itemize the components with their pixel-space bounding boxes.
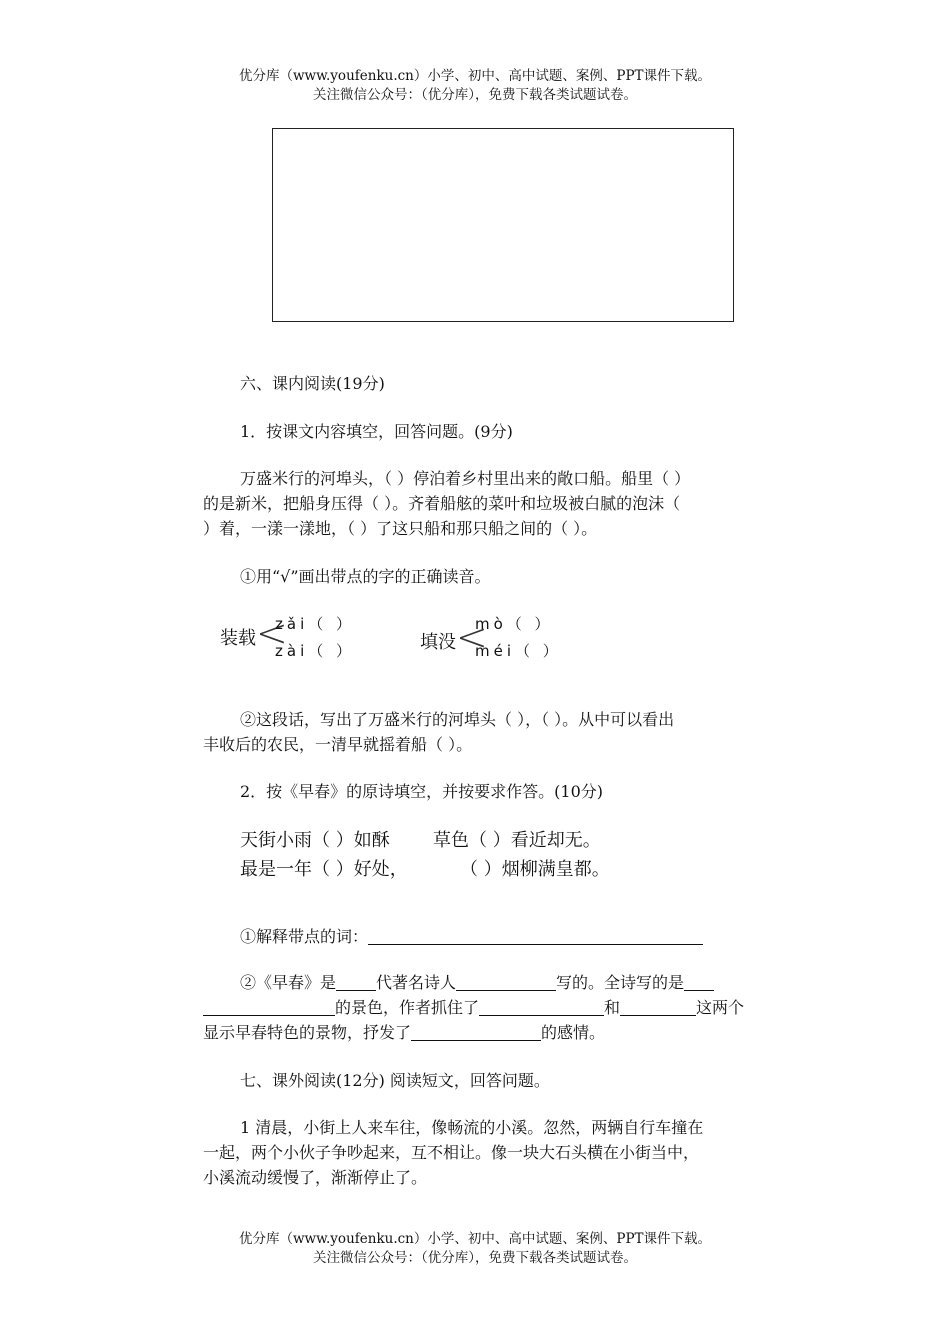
brace-2: < bbox=[456, 615, 488, 659]
q1-passage-line-1: 万盛米行的河埠头，（ ）停泊着乡村里出来的敞口船。船里（ ） bbox=[240, 469, 691, 488]
q1-sub2-line-2: 丰收后的农民，一清早就摇着船（ ）。 bbox=[203, 735, 473, 754]
poem-line-2b: （ ）烟柳满皇都。 bbox=[460, 859, 610, 880]
blank-dynasty[interactable] bbox=[336, 972, 376, 991]
q2-title: 2．按《早春》的原诗填空，并按要求作答。(10分) bbox=[240, 782, 604, 801]
q2-sub2-line-2: 的景色，作者抓住了 和 这两个 bbox=[203, 995, 803, 1020]
footer-line-1: 优分库（www.youfenku.cn）小学、初中、高中试题、案例、PPT课件下载。 bbox=[238, 1231, 712, 1247]
section7-passage-line-1: 1 清晨，小街上人来车往，像畅流的小溪。忽然，两辆自行车撞在 bbox=[240, 1118, 704, 1137]
brace-1: < bbox=[256, 611, 288, 655]
pinyin-word-2-option-2[interactable]: méi（ ） bbox=[475, 642, 562, 660]
pinyin-word-2: 填没 bbox=[420, 632, 456, 653]
q2-sub2-line-3: 显示早春特色的景物，抒发了 的感情。 bbox=[203, 1023, 606, 1042]
q1-sub1: ①用“√”画出带点的字的正确读音。 bbox=[240, 567, 491, 586]
q2-sub2-line-1: ②《早春》是 代著名诗人 写的。全诗写的是 bbox=[240, 970, 840, 995]
q2-sub1-label: ①解释带点的词： bbox=[240, 927, 369, 946]
answer-box bbox=[272, 128, 734, 322]
blank-feature-1[interactable] bbox=[479, 997, 604, 1016]
pinyin-word-1-option-2[interactable]: zài（ ） bbox=[275, 642, 356, 660]
poem-line-1a: 天街小雨（ ）如酥 bbox=[240, 830, 390, 851]
q1-sub2-line-1: ②这段话，写出了万盛米行的河埠头（ ），（ ）。从中可以看出 bbox=[240, 710, 675, 729]
pinyin-word-2-option-1[interactable]: mò（ ） bbox=[475, 615, 554, 633]
q1-passage-line-3: ）着，一漾一漾地，（ ）了这只船和那只船之间的（ ）。 bbox=[203, 519, 598, 538]
section7-title: 七、课外阅读(12分) 阅读短文，回答问题。 bbox=[240, 1071, 550, 1090]
blank-scene-start[interactable] bbox=[684, 972, 714, 991]
q2-sub1-blank[interactable] bbox=[368, 926, 703, 945]
section7-passage-line-3: 小溪流动缓慢了，渐渐停止了。 bbox=[203, 1168, 428, 1187]
poem-line-2a: 最是一年（ ）好处， bbox=[240, 859, 408, 880]
section7-passage-line-2: 一起，两个小伙子争吵起来，互不相让。像一块大石头横在小街当中， bbox=[203, 1143, 700, 1162]
blank-scene[interactable] bbox=[203, 997, 335, 1016]
header-line-2: 关注微信公众号：（优分库），免费下载各类试题试卷。 bbox=[313, 87, 637, 103]
poem-line-1b: 草色（ ）看近却无。 bbox=[433, 830, 601, 851]
section6-title: 六、课内阅读(19分) bbox=[240, 374, 385, 393]
blank-feature-2[interactable] bbox=[620, 997, 696, 1016]
blank-emotion[interactable] bbox=[411, 1022, 541, 1041]
pinyin-word-1-option-1[interactable]: zǎi（ ） bbox=[275, 615, 356, 633]
footer-line-2: 关注微信公众号：（优分库），免费下载各类试题试卷。 bbox=[313, 1250, 637, 1266]
q2-sub1 bbox=[240, 924, 840, 949]
q1-passage-line-2: 的是新米，把船身压得（ ）。齐着船舷的菜叶和垃圾被白腻的泡沫（ bbox=[203, 494, 681, 513]
page-footer bbox=[0, 1230, 950, 1268]
page-header bbox=[0, 67, 950, 105]
pinyin-word-1: 装载 bbox=[220, 628, 256, 649]
blank-poet[interactable] bbox=[456, 972, 556, 991]
header-line-1: 优分库（www.youfenku.cn）小学、初中、高中试题、案例、PPT课件下载。 bbox=[238, 68, 712, 84]
q1-title: 1．按课文内容填空，回答问题。(9分) bbox=[240, 422, 513, 441]
